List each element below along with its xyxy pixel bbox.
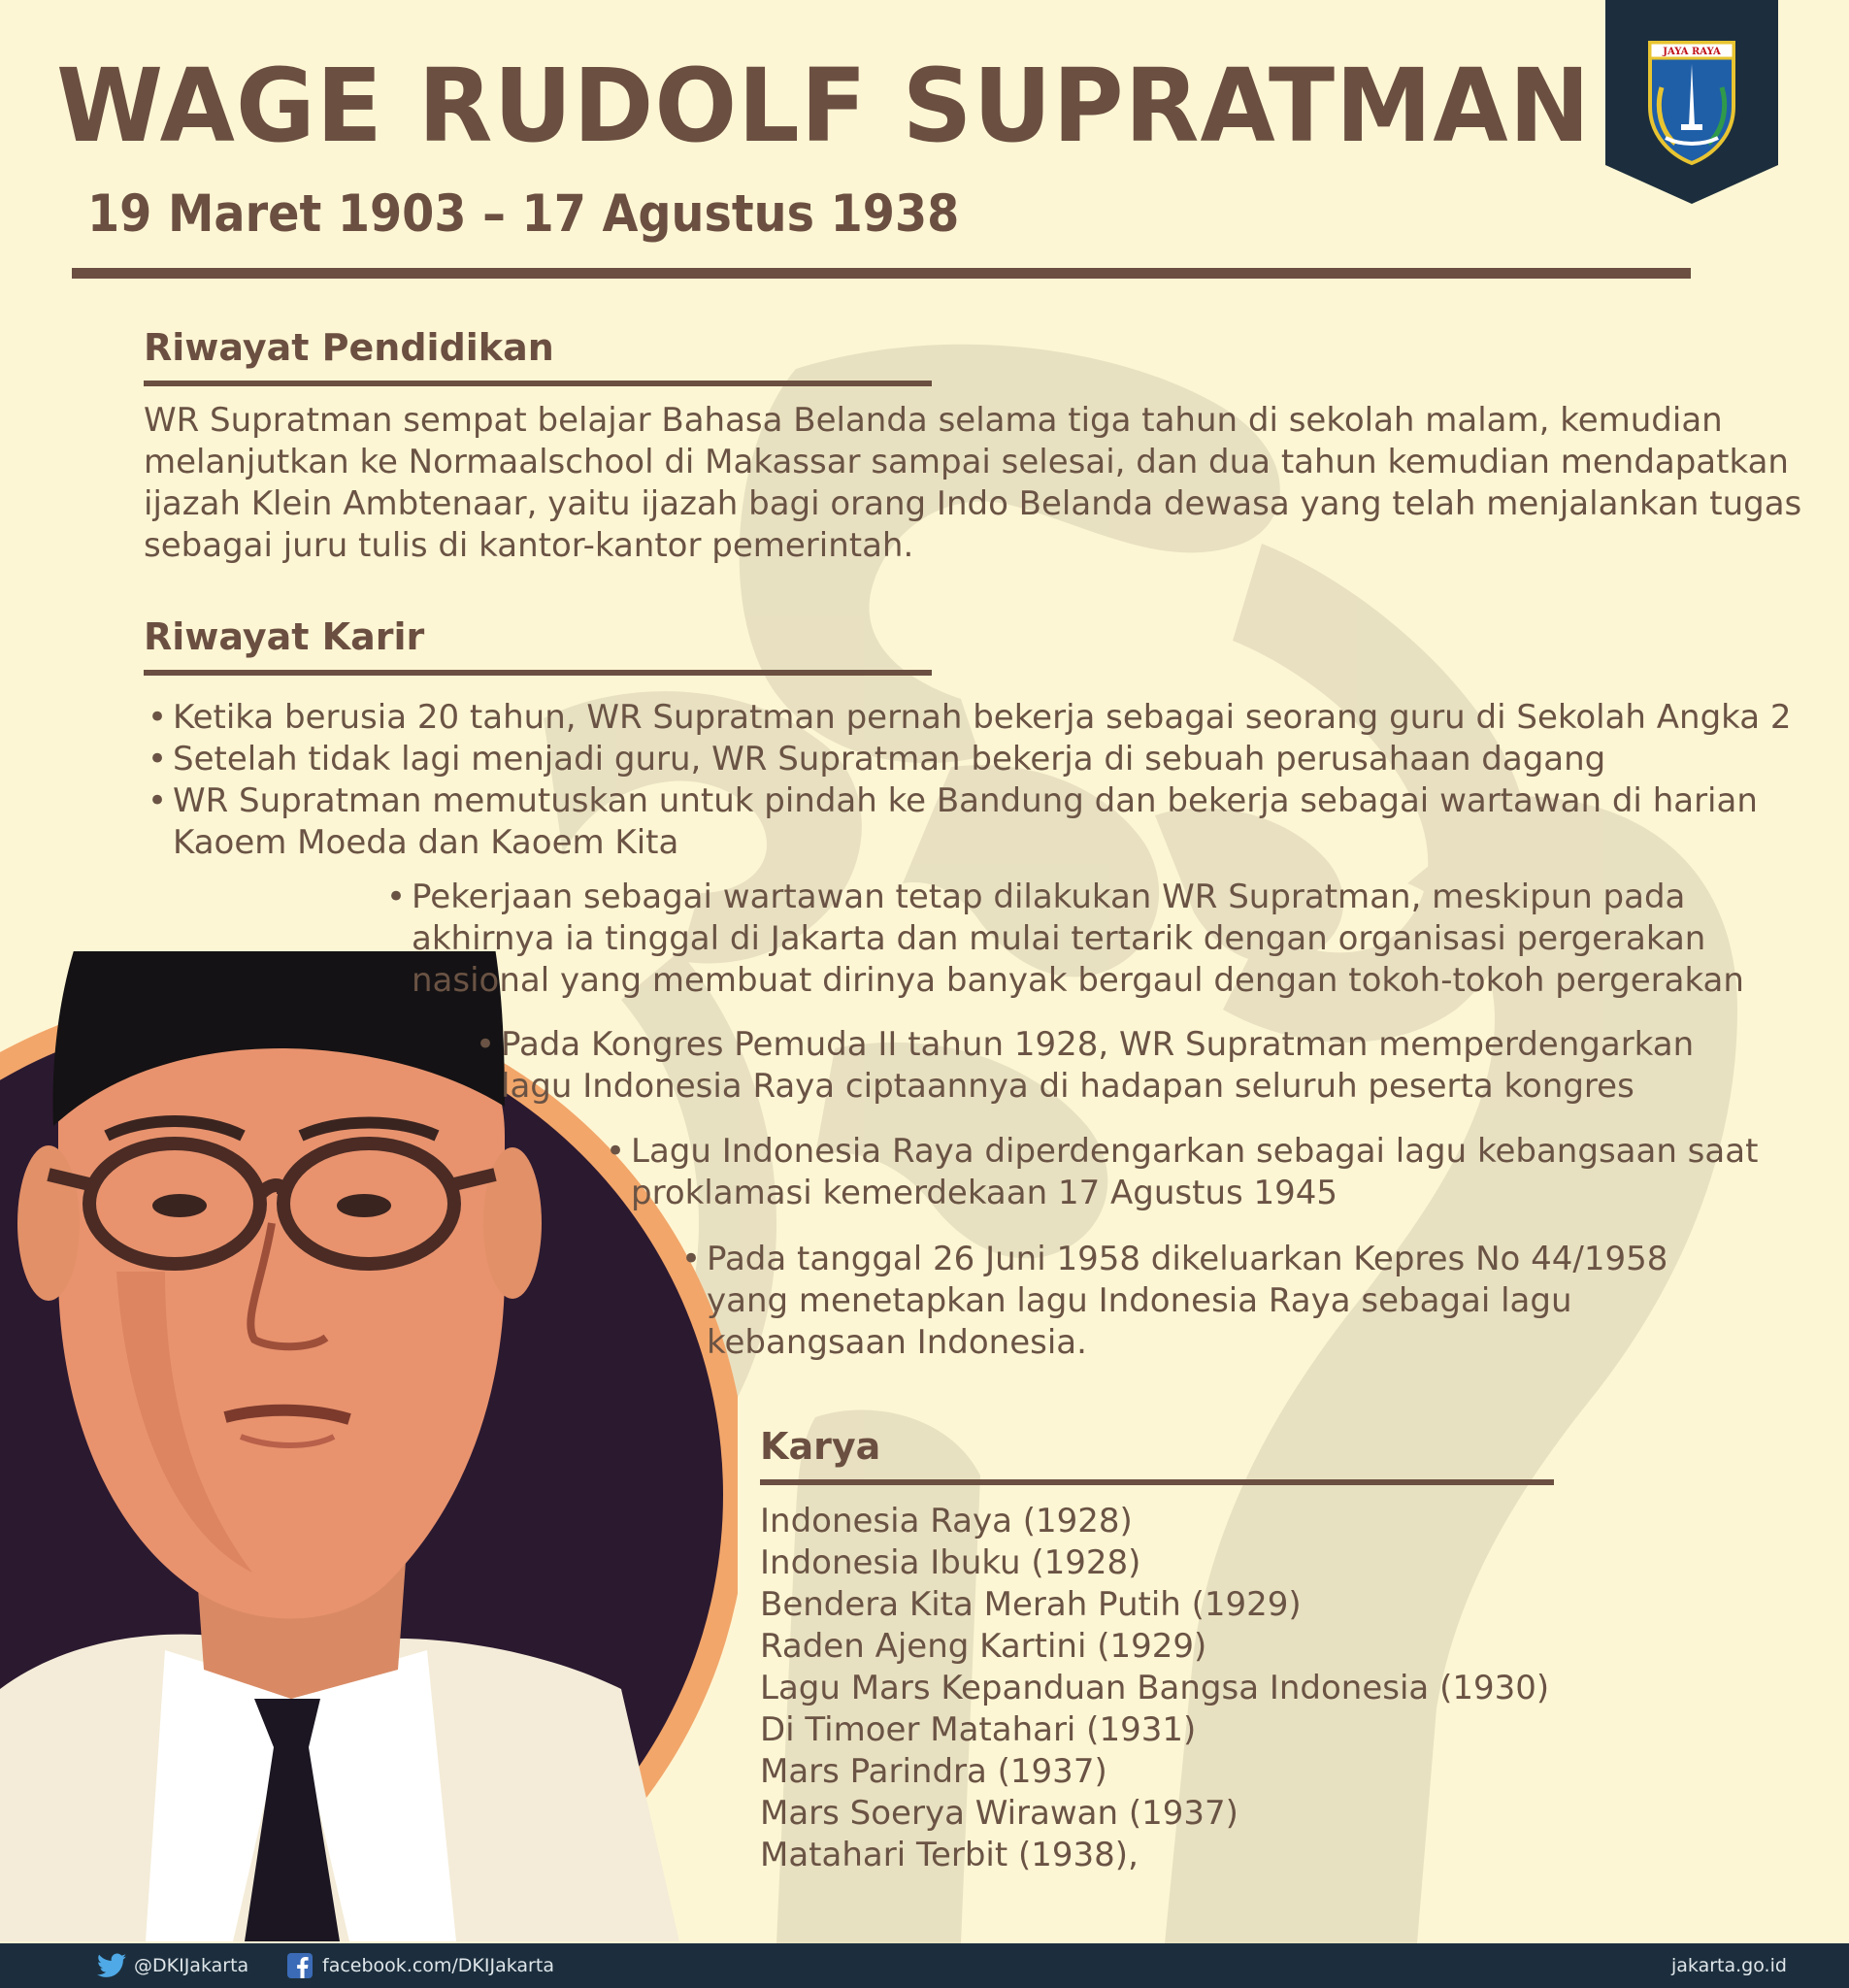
text-line: kebangsaan Indonesia. (707, 1323, 1087, 1362)
text-line: Pada Kongres Pemuda II tahun 1928, WR Supratman memperdengarkan (501, 1025, 1695, 1064)
section-rule-pendidikan (144, 381, 932, 386)
pendidikan-paragraph (144, 400, 1801, 567)
list-item: Bendera Kita Merah Putih (1929) (760, 1585, 1302, 1624)
career-bullet (148, 780, 1758, 864)
footer-website-link[interactable]: jakarta.go.id (1671, 1955, 1787, 1976)
text-line: yang menetapkan lagu Indonesia Raya sebagai lagu (707, 1281, 1572, 1320)
text-line: Kaoem Moeda dan Kaoem Kita (173, 823, 679, 862)
life-dates: 19 Maret 1903 – 17 Agustus 1938 (87, 184, 960, 244)
career-bullet (148, 739, 1606, 780)
text-line: nasional yang membuat dirinya banyak bergaul dengan tokoh-tokoh pergerakan (412, 961, 1744, 1000)
works-list (760, 1501, 1549, 1876)
text-line: sebagai juru tulis di kantor-kantor pemerintah. (144, 526, 914, 565)
text-line: Lagu Indonesia Raya diperdengarkan sebagai lagu kebangsaan saat (631, 1132, 1759, 1171)
section-rule-karya (760, 1479, 1554, 1485)
text-line: WR Supratman sempat belajar Bahasa Belanda selama tiga tahun di sekolah malam, kemudian (144, 401, 1723, 440)
list-item: Indonesia Ibuku (1928) (760, 1543, 1141, 1582)
bullet-dot: • (681, 1240, 702, 1278)
list-item: Indonesia Raya (1928) (760, 1502, 1133, 1541)
text-line: Setelah tidak lagi menjadi guru, WR Supratman bekerja di sebuah perusahaan dagang (173, 740, 1606, 779)
career-bullet (681, 1239, 1668, 1364)
section-heading-karya: Karya (760, 1425, 881, 1468)
jakarta-emblem-icon (1605, 0, 1778, 204)
text-line: WR Supratman memutuskan untuk pindah ke Bandung dan bekerja sebagai wartawan di harian (173, 781, 1758, 820)
twitter-icon (97, 1953, 126, 1978)
list-item: Lagu Mars Kepanduan Bangsa Indonesia (1930) (760, 1669, 1550, 1707)
footer-twitter-handle[interactable]: @DKIJakarta (134, 1955, 249, 1976)
text-line: proklamasi kemerdekaan 17 Agustus 1945 (631, 1174, 1338, 1212)
text-line: Pekerjaan sebagai wartawan tetap dilakukan WR Supratman, meskipun pada (412, 878, 1686, 916)
section-rule-karir (144, 670, 932, 676)
list-item: Di Timoer Matahari (1931) (760, 1710, 1197, 1749)
bullet-dot: • (606, 1132, 626, 1171)
text-line: lagu Indonesia Raya ciptaannya di hadapan seluruh peserta kongres (501, 1067, 1634, 1106)
bullet-dot: • (148, 740, 168, 779)
facebook-icon (287, 1953, 313, 1978)
text-line: ijazah Klein Ambtenaar, yaitu ijazah bagi orang Indo Belanda dewasa yang telah menjalankan tugas (144, 484, 1802, 523)
page-title: WAGE RUDOLF SUPRATMAN (56, 47, 1592, 165)
list-item: Matahari Terbit (1938), (760, 1836, 1139, 1874)
text-line: melanjutkan ke Normaalschool di Makassar sampai selesai, dan dua tahun kemudian mendapatkan (144, 443, 1789, 481)
list-item: Raden Ajeng Kartini (1929) (760, 1627, 1207, 1666)
bullet-dot: • (148, 781, 168, 820)
footer-bar (0, 1943, 1849, 1988)
bullet-dot: • (148, 698, 168, 737)
text-line: Pada tanggal 26 Juni 1958 dikeluarkan Kepres No 44/1958 (707, 1240, 1668, 1278)
title-divider (72, 268, 1691, 279)
career-bullet (476, 1024, 1695, 1108)
career-bullet (606, 1131, 1759, 1214)
section-heading-karir: Riwayat Karir (144, 615, 425, 658)
career-bullet (148, 697, 1792, 739)
career-bullet (386, 877, 1744, 1002)
list-item: Mars Parindra (1937) (760, 1752, 1107, 1791)
text-line: Ketika berusia 20 tahun, WR Supratman pernah bekerja sebagai seorang guru di Sekolah Angka 2 (173, 698, 1792, 737)
list-item: Mars Soerya Wirawan (1937) (760, 1794, 1238, 1833)
bullet-dot: • (386, 878, 407, 916)
section-heading-pendidikan: Riwayat Pendidikan (144, 326, 554, 369)
text-line: akhirnya ia tinggal di Jakarta dan mulai tertarik dengan organisasi pergerakan (412, 919, 1706, 958)
emblem-motto: JAYA RAYA (1663, 47, 1721, 57)
bullet-dot: • (476, 1025, 496, 1064)
footer-facebook-link[interactable]: facebook.com/DKIJakarta (322, 1955, 554, 1976)
